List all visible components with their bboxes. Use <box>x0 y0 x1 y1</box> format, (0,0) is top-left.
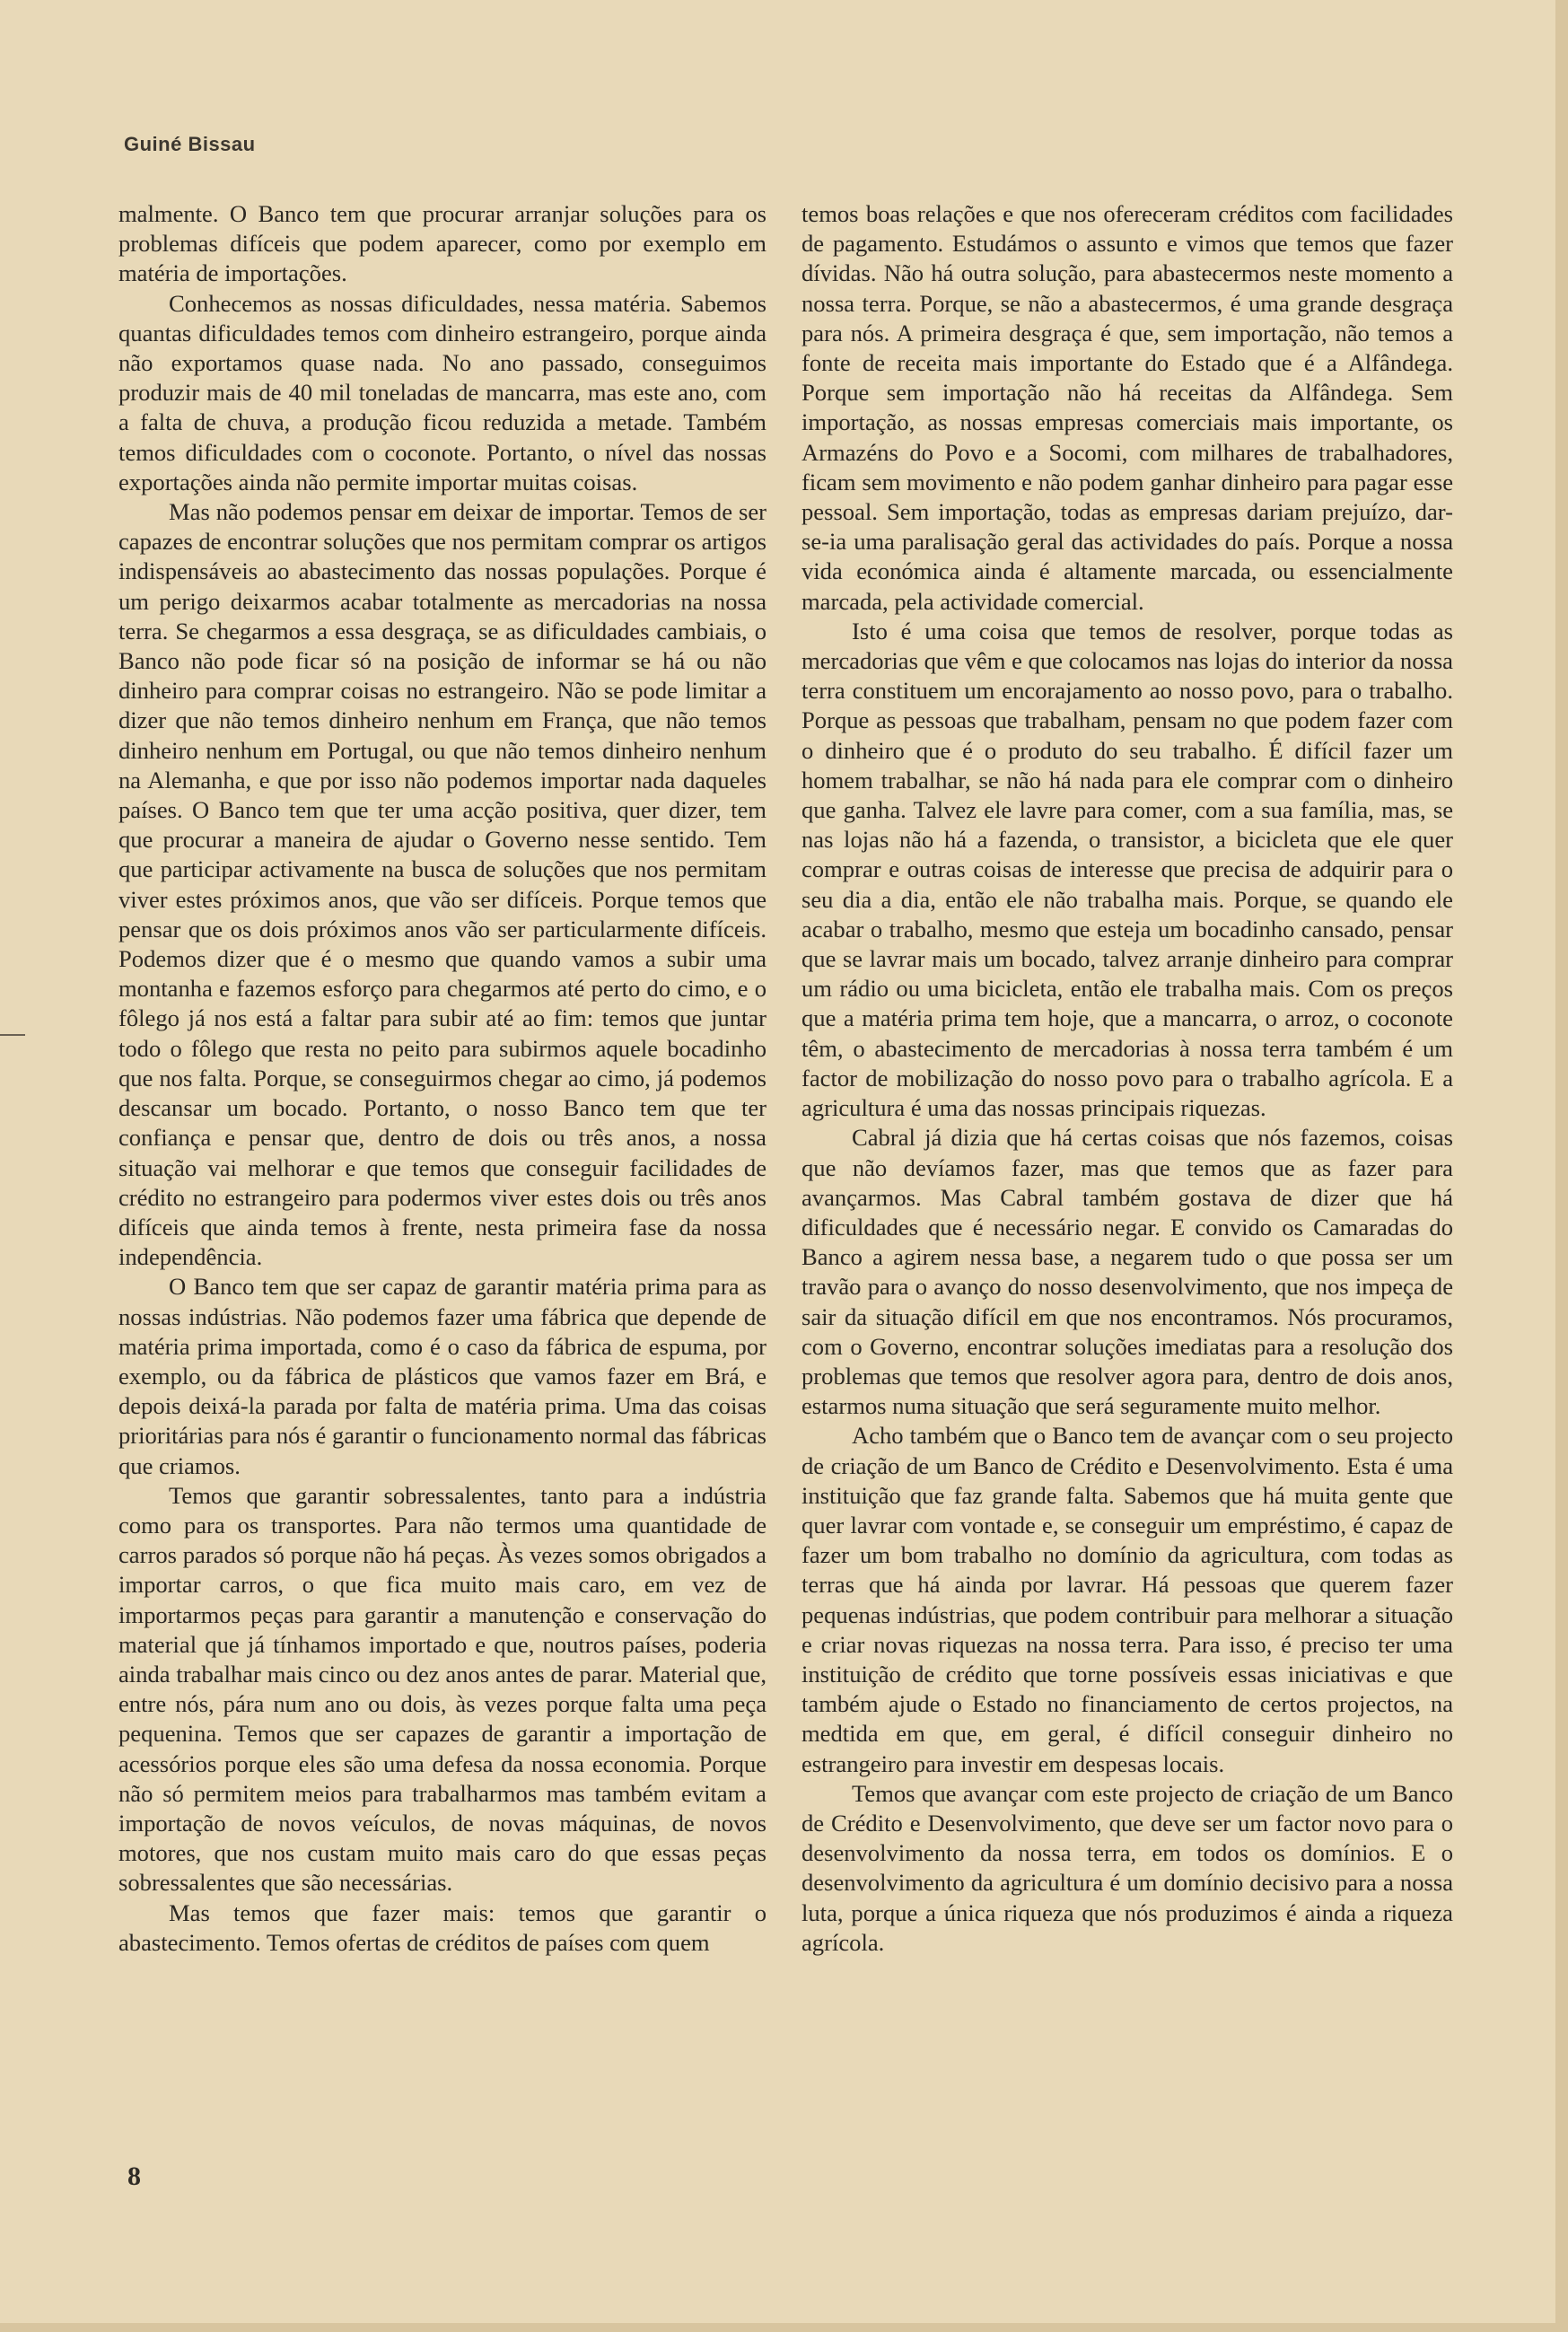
paragraph: Cabral já dizia que há certas coisas que nós fazemos, coisas que não devíamos fazer, mas que temos que as fazer para avançarmos. Mas Cabral também gostava de dizer que há dificuldades que é necessário negar. E convido os Camaradas do Banco a agirem nessa base, a negarem tudo o que possa ser um travão para o avanço do nosso desenvolvimento, que nos impeça de sair da situação difícil em que nos encontramos. Nós procuramos, com o Governo, encontrar soluções imediatas para a resolução dos problemas que temos que resolver agora para, dentro de dois anos, estarmos numa situação que será seguramente muito melhor. <box>802 1124 1453 1420</box>
paragraph: Acho também que o Banco tem de avançar com o seu projecto de criação de um Banco de Crédito e Desenvolvimento. Esta é uma instituição que faz grande falta. Sabemos que há muita gente que quer lavrar com vontade e, se conseguir um empréstimo, é capaz de fazer um bom trabalho no domínio da agricultura, com todas as terras que há ainda por lavrar. Há pessoas que querem fazer pequenas indústrias, que podem contribuir para melhorar a situação e criar novas riquezas na nossa terra. Para isso, é preciso ter uma instituição de crédito que torne possíveis essas iniciativas e que também ajude o Estado no financiamento de certos projectos, na medtida em que, em geral, é difícil conseguir dinheiro no estrangeiro para investir em despesas locais. <box>802 1422 1453 1777</box>
paragraph: malmente. O Banco tem que procurar arranjar soluções para os problemas difíceis que podem aparecer, como por exemplo em matéria de importações. <box>118 200 766 287</box>
paragraph: Temos que garantir sobressalentes, tanto para a indústria como para os transportes. Para não termos uma quantidade de carros parados só porque não há peças. Às vezes somos obrigados a importar carros, o que fica muito mais caro, em vez de importarmos peças para garantir a manutenção e conservação do material que já tínhamos importado e que, noutros países, poderia ainda trabalhar mais cinco ou dez anos antes de parar. Material que, entre nós, pára num ano ou dois, às vezes porque falta uma peça pequenina. Temos que ser capazes de garantir a importação de acessórios porque eles são uma defesa da nossa economia. Porque não só permitem meios para trabalharmos mas também evitam a importação de novos veículos, de novas máquinas, de novos motores, que nos custam muito mais caro do que essas peças sobressalentes que são necessárias. <box>118 1481 766 1897</box>
paragraph: Conhecemos as nossas dificuldades, nessa matéria. Sabemos quantas dificuldades temos com dinheiro estrangeiro, porque ainda não exportamos quase nada. No ano passado, conseguimos produzir mais de 40 mil toneladas de mancarra, mas este ano, com a falta de chuva, a produção ficou reduzida a metade. Também temos dificuldades com o coconote. Portanto, o nível das nossas exportações ainda não permite importar muitas coisas. <box>118 289 766 495</box>
paragraph: temos boas relações e que nos ofereceram créditos com facilidades de pagamento. Estudámos o assunto e vimos que temos que fazer dívidas. Não há outra solução, para abastecermos neste momento a nossa terra. Porque, se não a abastecermos, é uma grande desgraça para nós. A primeira desgraça é que, sem importação, não temos a fonte de receita mais importante do Estado que é a Alfândega. Porque sem importação não há receitas da Alfândega. Sem importação, as nossas empresas comerciais mais importante, os Armazéns do Povo e a Socomi, com milhares de trabalhadores, ficam sem movimento e não podem ganhar dinheiro para pagar esse pessoal. Sem importação, todas as empresas dariam prejuízo, dar-se-ia uma paralisação geral das actividades do país. Porque a nossa vida económica ainda é altamente marcada, ou essencialmente marcada, pela actividade comercial. <box>802 200 1453 615</box>
paragraph: O Banco tem que ser capaz de garantir matéria prima para as nossas indústrias. Não podemos fazer uma fábrica que depende de matéria prima importada, como é o caso da fábrica de espuma, por exemplo, ou da fábrica de plásticos que vamos fazer em Brá, e depois deixá-la parada por falta de matéria prima. Uma das coisas prioritárias para nós é garantir o funcionamento normal das fábricas que criamos. <box>118 1273 766 1479</box>
paragraph: Mas temos que fazer mais: temos que garantir o abastecimento. Temos ofertas de créditos de países com quem <box>118 1898 766 1956</box>
page-number: 8 <box>127 2161 141 2191</box>
left-column <box>118 199 766 1958</box>
paragraph: Mas não podemos pensar em deixar de importar. Temos de ser capazes de encontrar soluções que nos permitam comprar os artigos indispensáveis ao abastecimento das nossas populações. Porque é um perigo deixarmos acabar totalmente as mercadorias na nossa terra. Se chegarmos a essa desgraça, se as dificuldades cambiais, o Banco não pode ficar só na posição de informar se há ou não dinheiro para comprar coisas no estrangeiro. Não se pode limitar a dizer que não temos dinheiro nenhum em França, que não temos dinheiro nenhum em Portugal, ou que não temos dinheiro nenhum na Alemanha, e que por isso não podemos importar nada daqueles países. O Banco tem que ter uma acção positiva, quer dizer, tem que procurar a maneira de ajudar o Governo nesse sentido. Tem que participar activamente na busca de soluções que nos permitam viver estes próximos anos, que vão ser difíceis. Porque temos que pensar que os dois próximos anos vão ser particularmente difíceis. Podemos dizer que é o mesmo que quando vamos a subir uma montanha e fazemos esforço para chegarmos até perto do cimo, e o fôlego já nos está a faltar para subir até ao fim: temos que juntar todo o fôlego que resta no peito para subirmos aquele bocadinho que nos falta. Porque, se conseguirmos chegar ao cimo, já podemos descansar um bocado. Portanto, o nosso Banco tem que ter confiança e pensar que, dentro de dois ou três anos, a nossa situação vai melhorar e que temos que conseguir facilidades de crédito no estrangeiro para podermos viver estes dois ou três anos difíceis que ainda temos à frente, nesta primeira fase da nossa independência. <box>118 498 766 1271</box>
running-head: Guiné Bissau <box>124 133 256 155</box>
paragraph: Isto é uma coisa que temos de resolver, porque todas as mercadorias que vêm e que colocamos nas lojas do interior da nossa terra constituem um encorajamento ao nosso povo, para o trabalho. Porque as pessoas que trabalham, pensam no que podem fazer com o dinheiro que é o produto do seu trabalho. É difícil fazer um homem trabalhar, se não há nada para ele comprar com o dinheiro que ganha. Talvez ele lavre para comer, com a sua família, mas, se nas lojas não há a fazenda, o transistor, a bicicleta que ele quer comprar e outras coisas de interesse que precisa de adquirir para o seu dia a dia, então ele não trabalha mais. Porque, se quando ele acabar o trabalho, mesmo que esteja um bocadinho cansado, pensar que se lavrar mais um bocado, talvez arranje dinheiro para comprar um rádio ou uma bicicleta, então ele trabalha mais. Com os preços que a matéria prima tem hoje, que a mancarra, o arroz, o coconote têm, o abastecimento de mercadorias à nossa terra também é um factor de mobilização do nosso povo para o trabalho agrícola. E a agricultura é uma das nossas principais riquezas. <box>802 617 1453 1122</box>
right-column <box>802 199 1453 1958</box>
margin-mark <box>0 1034 25 1036</box>
paragraph: Temos que avançar com este projecto de criação de um Banco de Crédito e Desenvolvimento, que deve ser um factor novo para o desenvolvimento da nossa terra, em todos os domínios. E o desenvolvimento da agricultura é um domínio decisivo para a nossa luta, porque a única riqueza que nós produzimos é ainda a riqueza agrícola. <box>802 1779 1453 1956</box>
